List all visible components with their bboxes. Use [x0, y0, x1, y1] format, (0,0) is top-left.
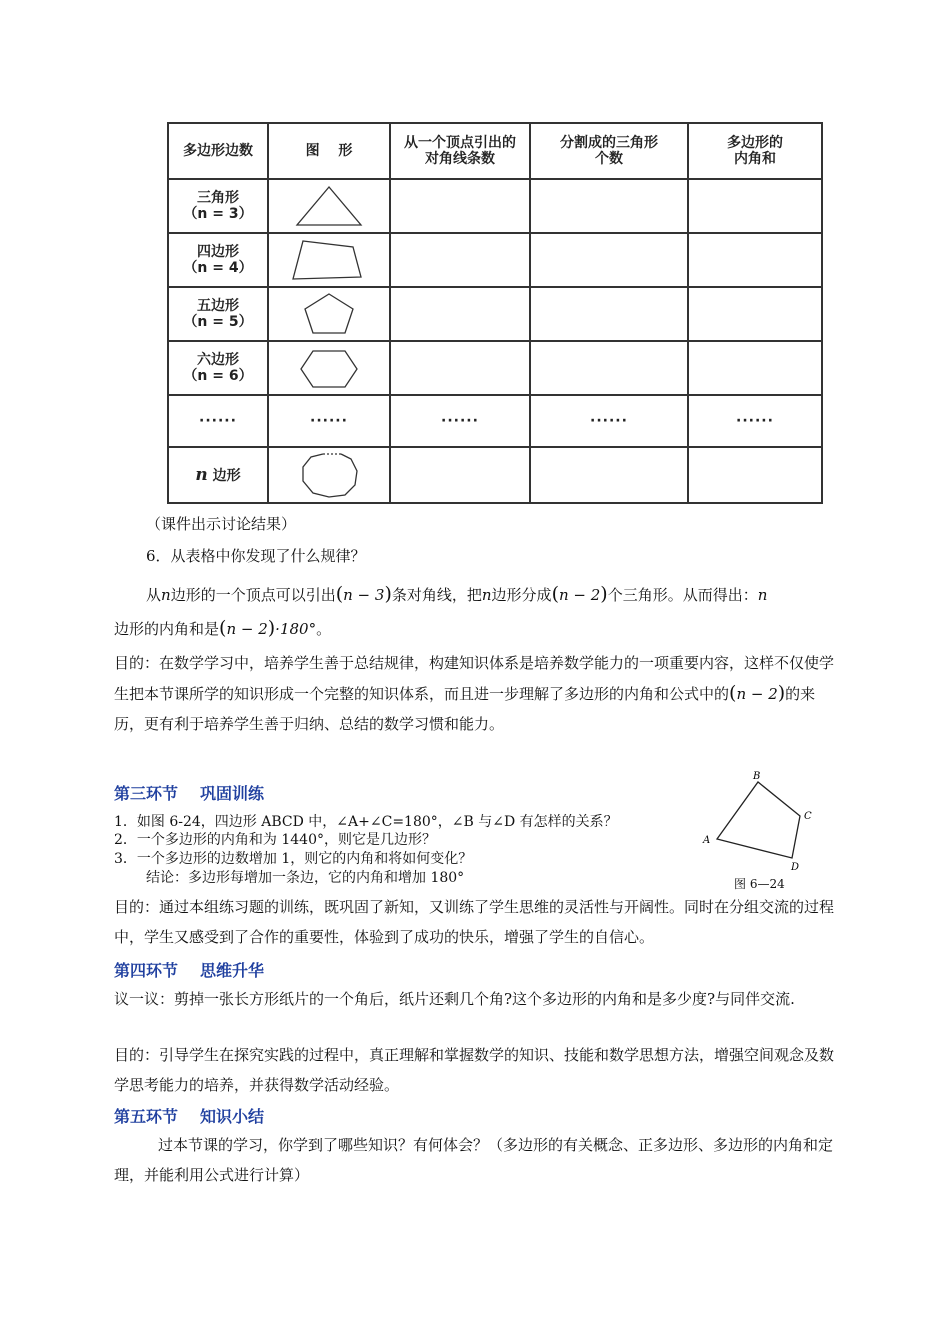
exercise-3: 3．一个多边形的边数增加 1，则它的内角和将如何变化？ [114, 851, 473, 867]
header-diagonals: 从一个顶点引出的对角线条数 [390, 123, 530, 179]
table-cell [390, 179, 530, 233]
table-cell [530, 447, 688, 503]
triangle-figure [268, 179, 390, 233]
dots-cell: ······ [268, 395, 390, 447]
quadrilateral-abcd-figure [696, 766, 826, 874]
table-cell [390, 447, 530, 503]
purpose-paragraph-2: 目的：通过本组练习题的训练，既巩固了新知，又训练了学生思维的灵活性与开阔性。同时在分组交流的过程中，学生又感受到了合作的重要性，体验到了成功的快乐，增强了学生的自信心。 [114, 898, 835, 946]
table-cell [688, 233, 822, 287]
table-row [168, 233, 822, 287]
table-cell [390, 287, 530, 341]
header-sides: 多边形边数 [168, 123, 268, 179]
conclusion: 结论：多边形每增加一条边，它的内角和增加 180° [146, 870, 465, 886]
n-gon-figure [268, 447, 390, 503]
table-header-row [168, 123, 822, 179]
table-row [168, 179, 822, 233]
purpose-paragraph-1: 目的：在数学学习中，培养学生善于总结规律，构建知识体系是培养数学能力的一项重要内容，这样不仅使学生把本节课所学的知识形成一个完整的知识体系，而且进一步理解了多边形的内角和公式中的(n − 2)的来历，更有利于培养学生善于归纳、总结的数学习惯和能力。 [114, 654, 835, 733]
row-label: 六边形 （n = 6） [168, 341, 268, 395]
summary-paragraph: 过本节课的学习，你学到了哪些知识？有何体会？（多边形的有关概念、正多边形、多边形的内角和定理，并能利用公式进行计算） [114, 1136, 834, 1184]
exercise-2: 2．一个多边形的内角和为 1440°，则它是几边形？ [114, 832, 436, 848]
label-a: A [703, 835, 711, 846]
table-cell [530, 341, 688, 395]
label-d: D [791, 862, 800, 873]
figure-caption: 图 6—24 [734, 877, 785, 891]
hexagon-figure [268, 341, 390, 395]
table-cell [688, 447, 822, 503]
section-4-heading: 第四环节 思维升华 [114, 961, 265, 980]
label-b: B [753, 771, 761, 782]
section-3-heading: 第三环节 巩固训练 [114, 784, 265, 803]
header-figure: 图 形 [268, 123, 390, 179]
row-label-n-gon: n 边形 [168, 447, 268, 503]
table-cell [530, 287, 688, 341]
rule-line-2: 边形的内角和是(n − 2)·180°。 [114, 617, 332, 639]
dots-cell: ······ [688, 395, 822, 447]
header-angle-sum: 多边形的内角和 [688, 123, 822, 179]
dots-cell: ······ [168, 395, 268, 447]
purpose-paragraph-3: 目的：引导学生在探究实践的过程中，真正理解和掌握数学的知识、技能和数学思想方法，增强空间观念及数学思考能力的培养，并获得数学活动经验。 [114, 1046, 835, 1094]
rule-line-1: 从n边形的一个顶点可以引出(n − 3)条对角线，把n边形分成(n − 2)个三角形。从而得出：n [146, 583, 768, 605]
table-row [168, 447, 822, 503]
section-5-heading: 第五环节 知识小结 [114, 1107, 265, 1126]
courseware-caption: （课件出示讨论结果） [146, 515, 297, 533]
table-cell [390, 233, 530, 287]
exercise-1: 1．如图 6-24，四边形 ABCD 中，∠A+∠C=180°，∠B 与∠D 有怎样的关系？ [114, 814, 618, 830]
table-cell [688, 179, 822, 233]
row-label: 三角形 （n = 3） [168, 179, 268, 233]
table-cell [530, 179, 688, 233]
table-cell [530, 233, 688, 287]
dots-cell: ······ [390, 395, 530, 447]
table-row [168, 287, 822, 341]
quadrilateral-figure [268, 233, 390, 287]
row-label: 四边形 （n = 4） [168, 233, 268, 287]
question-6: 6．从表格中你发现了什么规律？ [146, 547, 366, 565]
label-c: C [804, 811, 812, 822]
polygon-table [167, 122, 823, 504]
table-row [168, 341, 822, 395]
pentagon-figure [268, 287, 390, 341]
dots-cell: ······ [530, 395, 688, 447]
table-cell [688, 341, 822, 395]
table-row [168, 395, 822, 447]
header-triangles: 分割成的三角形个数 [530, 123, 688, 179]
discussion-paragraph: 议一议：剪掉一张长方形纸片的一个角后，纸片还剩几个角?这个多边形的内角和是多少度?与同伴交流. [114, 990, 795, 1008]
table-cell [688, 287, 822, 341]
row-label: 五边形 （n = 5） [168, 287, 268, 341]
table-cell [390, 341, 530, 395]
